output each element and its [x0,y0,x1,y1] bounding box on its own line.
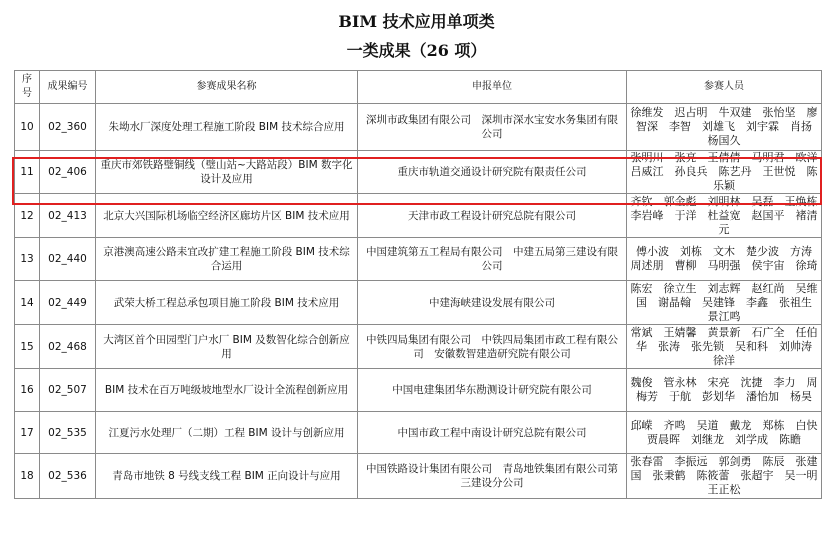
row-seq: 16 [15,369,40,412]
row-people: 常斌 王婧馨 黄景新 石广全 任伯华 张涛 张先锁 吴和科 刘帅涛 徐洋 [627,325,822,369]
row-seq: 18 [15,454,40,499]
row-code: 02_413 [40,194,96,238]
row-seq: 11 [15,151,40,194]
row-unit: 中国铁路设计集团有限公司 青岛地铁集团有限公司第三建设分公司 [358,454,627,499]
col-header-people: 参赛人员 [627,71,822,104]
row-people: 徐维发 迟占明 牛双建 张怡坚 廖智深 李智 刘雄飞 刘宇霖 肖扬 杨国久 [627,104,822,151]
row-people: 张明川 张亮 王倩倩 马明君 欧洋 吕威江 孙良兵 陈艺丹 王世悦 陈乐颖 [627,151,822,194]
table-row [15,238,822,281]
row-seq: 12 [15,194,40,238]
page-subtitle: 一类成果（26 项） [346,41,487,60]
row-unit: 天津市政工程设计研究总院有限公司 [358,194,627,238]
row-code: 02_536 [40,454,96,499]
row-name: 武荣大桥工程总承包项目施工阶段 BIM 技术应用 [96,281,358,325]
row-name: 朱坳水厂深度处理工程施工阶段 BIM 技术综合应用 [96,104,358,151]
row-code: 02_440 [40,238,96,281]
table-row [15,369,822,412]
row-code: 02_468 [40,325,96,369]
row-code: 02_507 [40,369,96,412]
row-seq: 10 [15,104,40,151]
row-people: 邱嵘 齐鸣 吴道 戴龙 郑栋 白快 贾晨晖 刘继龙 刘学成 陈瞻 [627,412,822,454]
row-unit: 中铁四局集团有限公司 中铁四局集团市政工程有限公司 安徽数智建造研究院有限公司 [358,325,627,369]
table-row [15,281,822,325]
row-people: 齐钦 郭金彪 刘明林 吴磊 王焕栋 李岩峰 于洋 杜益宽 赵国平 褚清元 [627,194,822,238]
col-header-code: 成果编号 [40,71,96,104]
row-code: 02_360 [40,104,96,151]
row-name: 江夏污水处理厂（二期）工程 BIM 设计与创新应用 [96,412,358,454]
page-title: BIM 技术应用单项类 [338,12,495,31]
row-people: 张春雷 李振远 郭剑勇 陈辰 张建国 张秉鹤 陈筱蕾 张超宇 吴一明 王正松 [627,454,822,499]
row-name: 重庆市郊铁路璧铜线（璧山站~大路站段）BIM 数字化设计及应用 [96,151,358,194]
row-seq: 14 [15,281,40,325]
table-row [15,194,822,238]
table-row [15,104,822,151]
row-name: 青岛市地铁 8 号线支线工程 BIM 正向设计与应用 [96,454,358,499]
table-header-row [15,71,822,104]
col-header-name: 参赛成果名称 [96,71,358,104]
row-code: 02_449 [40,281,96,325]
row-seq: 13 [15,238,40,281]
row-name: 大湾区首个田园型门户水厂 BIM 及数智化综合创新应用 [96,325,358,369]
row-people: 傅小波 刘栋 文木 楚少波 方涛 周述朋 曹柳 马明强 侯宇宙 徐琦 [627,238,822,281]
table-row [15,454,822,499]
col-header-seq: 序 号 [15,71,40,104]
results-table [14,70,829,499]
row-unit: 中国市政工程中南设计研究总院有限公司 [358,412,627,454]
row-people: 陈宏 徐立生 刘志辉 赵红尚 吴维国 谢晶翰 吴建锋 李鑫 张祖生 景江鸣 [627,281,822,325]
row-seq: 17 [15,412,40,454]
row-seq: 15 [15,325,40,369]
row-unit: 深圳市政集团有限公司 深圳市深水宝安水务集团有限公司 [358,104,627,151]
row-name: 京港澳高速公路耒宜改扩建工程施工阶段 BIM 技术综合运用 [96,238,358,281]
table-row [15,325,822,369]
row-unit: 重庆市轨道交通设计研究院有限责任公司 [358,151,627,194]
table-row [15,151,822,194]
row-unit: 中国建筑第五工程局有限公司 中建五局第三建设有限公司 [358,238,627,281]
table-row [15,412,822,454]
row-code: 02_406 [40,151,96,194]
row-name: BIM 技术在百万吨级坡地型水厂设计全流程创新应用 [96,369,358,412]
row-people: 魏俊 管永林 宋亮 沈捷 李力 周梅芳 于航 彭划华 潘怡加 杨昊 [627,369,822,412]
row-unit: 中国电建集团华东勘测设计研究院有限公司 [358,369,627,412]
row-name: 北京大兴国际机场临空经济区廊坊片区 BIM 技术应用 [96,194,358,238]
row-unit: 中建海峡建设发展有限公司 [358,281,627,325]
row-code: 02_535 [40,412,96,454]
col-header-unit: 申报单位 [358,71,627,104]
